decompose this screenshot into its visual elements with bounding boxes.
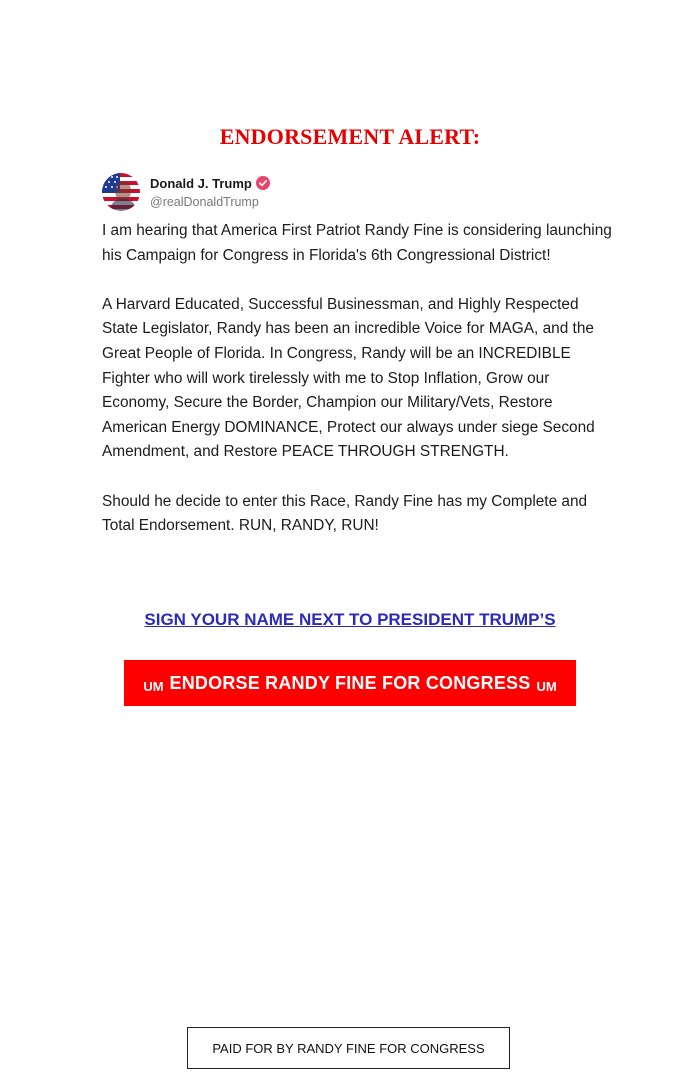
- post-paragraph: A Harvard Educated, Successful Businessman, and Highly Respected State Legislator, Randy has been an incredible Voice for MAGA, and the Great People of Florida. In Congress, Randy will be an INCREDIBLE Fighter who will work tirelessly with me to Stop Inflation, Grow our Economy, Secure the Border, Champion our Military/Vets, Restore American Energy DOMINANCE, Protect our always under siege Second Amendment, and Restore PEACE THROUGH STRENGTH.: [102, 295, 595, 461]
- button-suffix-glyph: UM: [536, 678, 557, 694]
- author-block: [150, 173, 270, 211]
- sign-name-link[interactable]: SIGN YOUR NAME NEXT TO PRESIDENT TRUMP’S: [144, 610, 556, 629]
- author-name[interactable]: Donald J. Trump: [150, 175, 252, 191]
- post-body: [102, 219, 612, 563]
- endorse-button-label: ENDORSE RANDY FINE FOR CONGRESS: [169, 672, 531, 693]
- flag-portrait-avatar-icon[interactable]: [102, 173, 140, 211]
- post-header: [102, 172, 270, 212]
- headline: ENDORSEMENT ALERT:: [219, 124, 481, 149]
- button-prefix-glyph: UM: [143, 678, 164, 694]
- post-paragraph: I am hearing that America First Patriot Randy Fine is considering launching his Campaign for Congress in Florida's 6th Congressional District!: [102, 222, 612, 264]
- author-handle[interactable]: @realDonaldTrump: [150, 195, 259, 209]
- disclaimer-text: PAID FOR BY RANDY FINE FOR CONGRESS: [212, 1040, 485, 1056]
- verified-badge-icon: [256, 176, 270, 190]
- endorse-button[interactable]: [124, 660, 576, 706]
- paid-for-disclaimer: [187, 1027, 510, 1069]
- post-paragraph: Should he decide to enter this Race, Randy Fine has my Complete and Total Endorsement. RUN, RANDY, RUN!: [102, 492, 588, 535]
